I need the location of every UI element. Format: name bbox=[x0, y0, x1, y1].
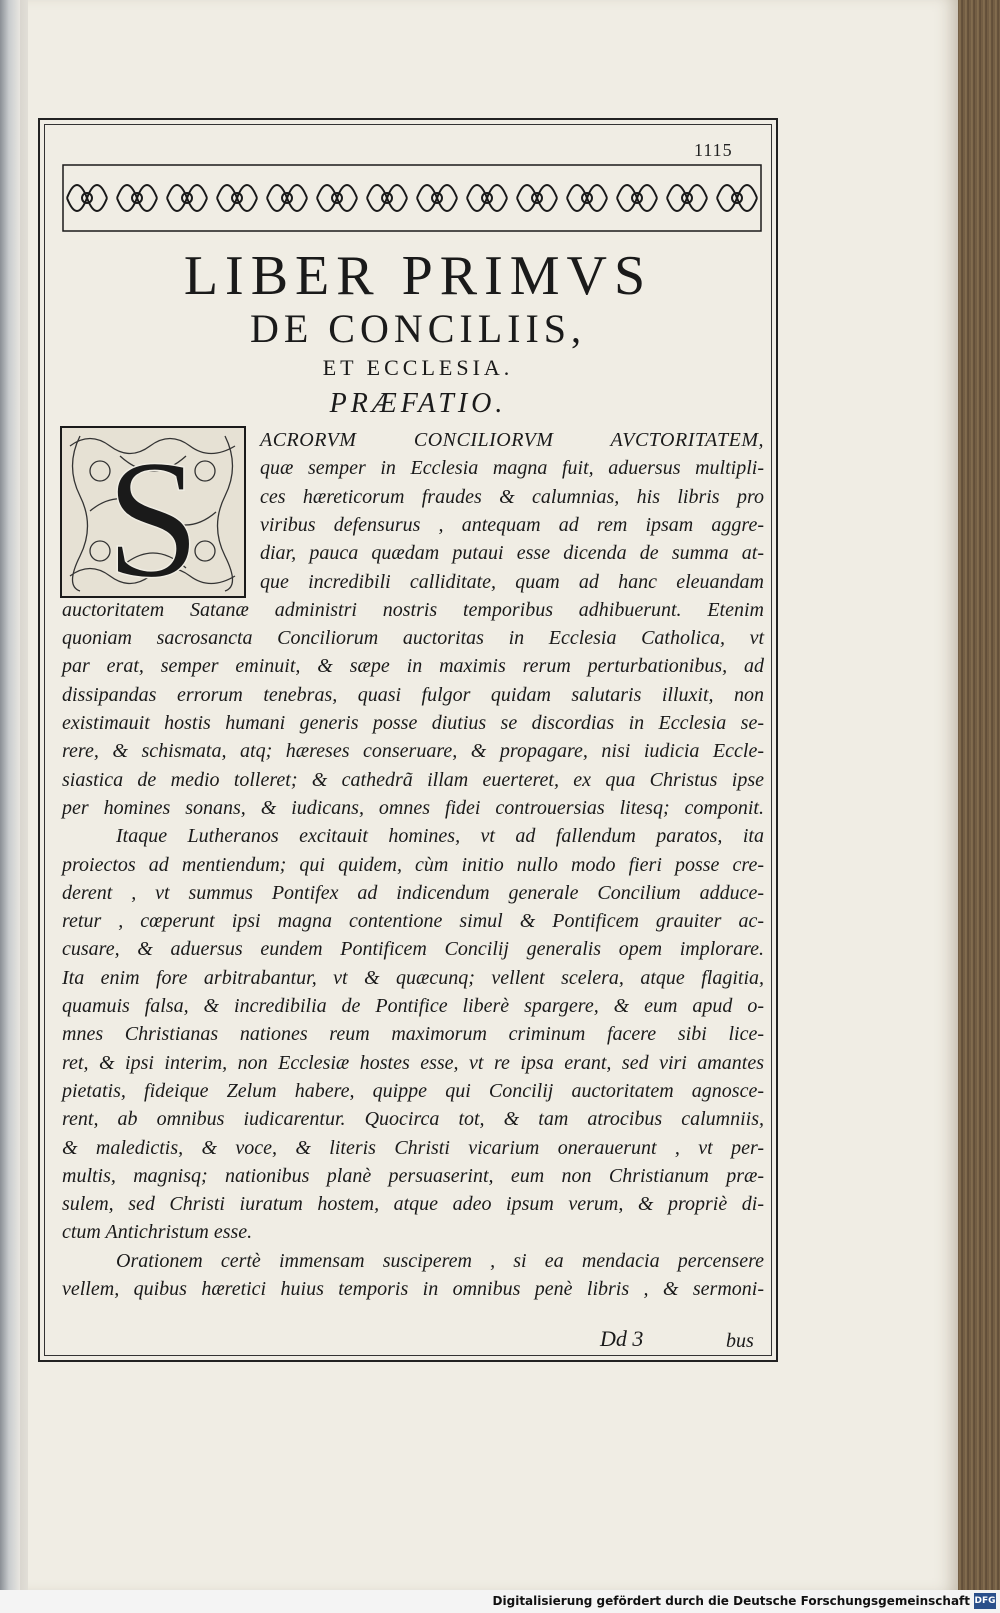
text-line: auctoritatem Satanæ administri nostris temporibus adhibuerunt. Etenim bbox=[62, 598, 764, 621]
text-line: mnes Christianas nationes reum maximorum criminum facere sibi lice- bbox=[62, 1023, 764, 1046]
text-line: quoniam sacrosancta Conciliorum auctoritas in Ecclesia Catholica, vt bbox=[62, 627, 764, 650]
text-line: ces hæreticorum fraudes & calumnias, his libris pro bbox=[260, 485, 764, 508]
book-fore-edge bbox=[958, 0, 1000, 1590]
text-line: viribus defensurus , antequam ad rem ipsam aggre- bbox=[260, 513, 764, 536]
title-de-conciliis: DE CONCILIIS, bbox=[249, 306, 587, 351]
text-line: siastica de medio tolleret; & cathedrã illam euerteret, ex qua Christus ipse bbox=[62, 768, 764, 791]
text-line: multis, magnisq; nationibus planè persuaserint, eum non Christianum præ- bbox=[62, 1164, 764, 1187]
text-line: rere, & schismata, atq; hæreses conseruare, & propagare, nisi iudicia Eccle- bbox=[62, 740, 764, 763]
text-line: sulem, sed Christi iuratum hostem, atque adeo ipsum verum, & propriè di- bbox=[62, 1193, 764, 1216]
text-line bbox=[260, 428, 764, 452]
text-line: par erat, semper eminuit, & sæpe in maximis rerum perturbationibus, ad bbox=[62, 655, 764, 678]
signature-mark: Dd 3 bbox=[600, 1326, 644, 1351]
text-line: vellem, quibus hæretici huius temporis in omnibus penè libris , & sermoni- bbox=[62, 1278, 764, 1300]
text-line: quæ semper in Ecclesia magna fuit, aduersus multipli- bbox=[260, 457, 764, 480]
text-line: retur , cœperunt ipsi magna contentione simul & Pontificem grauiter ac- bbox=[62, 910, 764, 933]
svg-text:S: S bbox=[105, 426, 201, 598]
ornamental-drop-cap bbox=[60, 426, 246, 598]
text-line: diar, pauca quædam putaui esse dicenda de summa at- bbox=[260, 542, 764, 565]
footer-credit: Digitalisierung gefördert durch die Deutsche Forschungsgemeinschaft bbox=[492, 1594, 970, 1608]
preface-heading: PRÆFATIO. bbox=[329, 388, 507, 419]
text-line: ctum Antichristum esse. bbox=[62, 1221, 253, 1244]
text-line: per homines sonans, & iudicans, omnes fidei controuersias litesq; componit. bbox=[62, 796, 764, 819]
text-line: & maledictis, & voce, & literis Christi vicarium onerauerunt , vt per- bbox=[62, 1136, 764, 1159]
catchword: bus bbox=[726, 1330, 754, 1352]
text-line: Ita enim fore arbitrabantur, vt & quæcunq; vellent scelera, atque flagitia, bbox=[62, 966, 764, 989]
text-line: rent, ab omnibus iudicarentur. Quocirca tot, & tam atrocibus calumniis, bbox=[62, 1108, 764, 1131]
ornament-headpiece bbox=[62, 164, 762, 232]
text-line: Itaque Lutheranos excitauit homines, vt ad fallendum paratos, ita bbox=[116, 825, 764, 848]
book-page bbox=[28, 0, 958, 1590]
text-line: cusare, & aduersus eundem Pontificem Concilij generalis opem implorare. bbox=[62, 938, 764, 961]
text-line: derent , vt summus Pontifex ad indicendum generale Concilium adduce- bbox=[62, 881, 764, 904]
previous-page-edge bbox=[0, 0, 20, 1613]
dfg-logo-icon: DFG bbox=[974, 1593, 996, 1609]
text-line: pietatis, fideique Zelum habere, quippe qui Concilij auctoritatem agnosce- bbox=[62, 1079, 764, 1102]
text-line: quamuis falsa, & incredibilia de Pontifice liberè spargere, & eum apud o- bbox=[62, 995, 764, 1017]
text-line: que incredibili calliditate, quam ad hanc eleuandam bbox=[260, 570, 764, 593]
text-line: Orationem certè immensam susciperem , si ea mendacia percensere bbox=[116, 1249, 764, 1272]
text-line: proiectos ad mentiendum; qui quidem, cùm initio nullo modo fieri posse cre- bbox=[62, 853, 764, 876]
title-et-ecclesia: ET ECCLESIA. bbox=[322, 355, 514, 380]
page-number: 1115 bbox=[694, 140, 733, 160]
text-line: dissipandas errorum tenebras, quasi fulgor quidam salutaris illuxit, non bbox=[62, 683, 764, 706]
text-line: existimauit hostis humani generis posse diutius se discordias in Ecclesia se- bbox=[62, 712, 764, 734]
text-line: ret, & ipsi interim, non Ecclesiæ hostes esse, vt re ipsa erant, sed viri amantes bbox=[62, 1051, 764, 1074]
opening-words: ACRORVM CONCILIORVM AVCTORITATEM, bbox=[260, 429, 764, 451]
title-liber-primus: LIBER PRIMVS bbox=[183, 245, 653, 307]
